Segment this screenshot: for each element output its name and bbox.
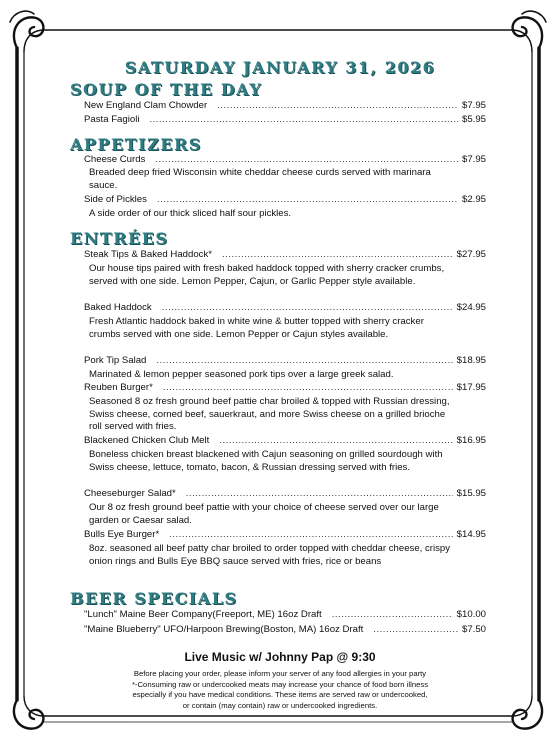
item-name: Pork Tip Salad (84, 355, 147, 366)
leader-dots (169, 529, 452, 541)
item-name: "Maine Blueberry" UFO/Harpoon Brewing(Boston, MA) 16oz Draft (84, 624, 364, 635)
item-description: Breaded deep fried Wisconsin white cheddar cheese curds served with marinara sauce. (89, 167, 431, 191)
menu-item (84, 435, 486, 447)
disclaimer-line: or contain (may contain) raw or undercooked ingredients. (182, 700, 378, 710)
allergy-disclaimer (68, 669, 492, 711)
menu-item (84, 114, 486, 126)
section-title-soup: SOUP OF THE DAY (70, 80, 263, 99)
menu-item (84, 194, 486, 206)
item-price: $5.95 (461, 114, 486, 125)
section-title-beer: BEER SPECIALS (70, 589, 238, 608)
item-description: Boneless chicken breast blackened with Cajun seasoning on grilled sourdough with Swiss cheese, lettuce, tomato, bacon, & Russian dressing served with fries. (89, 449, 443, 473)
item-price: $7.50 (461, 624, 486, 635)
menu-item (84, 302, 486, 314)
leader-dots (332, 609, 453, 621)
item-description: 8oz. seasoned all beef patty char broiled to order topped with cheddar cheese, crispy onion rings and Bulls Eye BBQ sauce served with fries, rice or beans (89, 543, 451, 567)
item-name: "Lunch" Maine Beer Company(Freeport, ME) 16oz Draft (84, 609, 322, 620)
item-price: $27.95 (456, 249, 486, 260)
menu-item (84, 100, 486, 112)
item-name: Blackened Chicken Club Melt (84, 435, 210, 446)
leader-dots (155, 154, 458, 166)
menu-item (84, 249, 486, 261)
item-description: Marinated & lemon pepper seasoned pork tips over a large greek salad. (89, 369, 394, 380)
live-music-banner: Live Music w/ Johnny Pap @ 9:30 (184, 650, 376, 664)
leader-dots (217, 100, 458, 112)
item-name: Cheeseburger Salad* (84, 488, 176, 499)
item-price: $14.95 (456, 529, 486, 540)
leader-dots (163, 382, 453, 394)
section-title-entrees: ENTRÉES (70, 229, 169, 248)
menu-item (84, 624, 486, 636)
item-description: A side order of our thick sliced half sour pickles. (89, 208, 292, 219)
section-title-appetizers: APPETIZERS (70, 135, 202, 154)
item-price: $2.95 (461, 194, 486, 205)
item-name: Side of Pickles (84, 194, 147, 205)
item-price: $10.00 (456, 609, 486, 620)
item-price: $17.95 (456, 382, 486, 393)
item-price: $16.95 (456, 435, 486, 446)
menu-item (84, 154, 486, 166)
item-price: $24.95 (456, 302, 486, 313)
item-price: $15.95 (456, 488, 486, 499)
item-price: $7.95 (461, 100, 486, 111)
item-name: Pasta Fagioli (84, 114, 140, 125)
disclaimer-line: *-Consuming raw or undercooked meats may increase your chance of food born illness (131, 679, 429, 689)
item-name: Steak Tips & Baked Haddock* (84, 249, 212, 260)
menu-item (84, 355, 486, 367)
leader-dots (219, 435, 452, 447)
item-price: $18.95 (456, 355, 486, 366)
item-description: Fresh Atlantic haddock baked in white wine & butter topped with sherry cracker crumbs served with one side. Lemon Pepper or Cajun styles available. (89, 316, 424, 340)
menu-item (84, 529, 486, 541)
item-name: Cheese Curds (84, 154, 146, 165)
menu-date-title: SATURDAY JANUARY 31, 2026 (124, 58, 436, 77)
item-name: Bulls Eye Burger* (84, 529, 160, 540)
item-description: Seasoned 8 oz fresh ground beef pattie char broiled & topped with Russian dressing, Swiss cheese, corned beef, sauerkraut, and more Swiss cheese on a grilled brioche roll served with fries. (89, 396, 450, 432)
leader-dots (156, 355, 452, 367)
item-name: Reuben Burger* (84, 382, 153, 393)
menu-item (84, 488, 486, 500)
leader-dots (186, 488, 453, 500)
item-name: Baked Haddock (84, 302, 152, 313)
leader-dots (162, 302, 453, 314)
item-description: Our house tips paired with fresh baked haddock topped with sherry cracker crumbs, served with one side. Lemon Pepper, Cajun, or Garlic Pepper style available. (89, 263, 445, 287)
leader-dots (157, 194, 458, 206)
menu-item (84, 382, 486, 394)
item-price: $7.95 (461, 154, 486, 165)
leader-dots (222, 249, 453, 261)
leader-dots (149, 114, 458, 126)
disclaimer-line: Before placing your order, please inform your server of any food allergies in your party (133, 669, 427, 678)
leader-dots (373, 624, 458, 636)
item-name: New England Clam Chowder (84, 100, 208, 111)
disclaimer-line: especially if you have medical conditions. These items are served raw or undercooked, (132, 690, 428, 700)
item-description: Our 8 oz fresh ground beef pattie with your choice of cheese served over our large garden or Caesar salad. (89, 502, 439, 526)
menu-item (84, 609, 486, 621)
